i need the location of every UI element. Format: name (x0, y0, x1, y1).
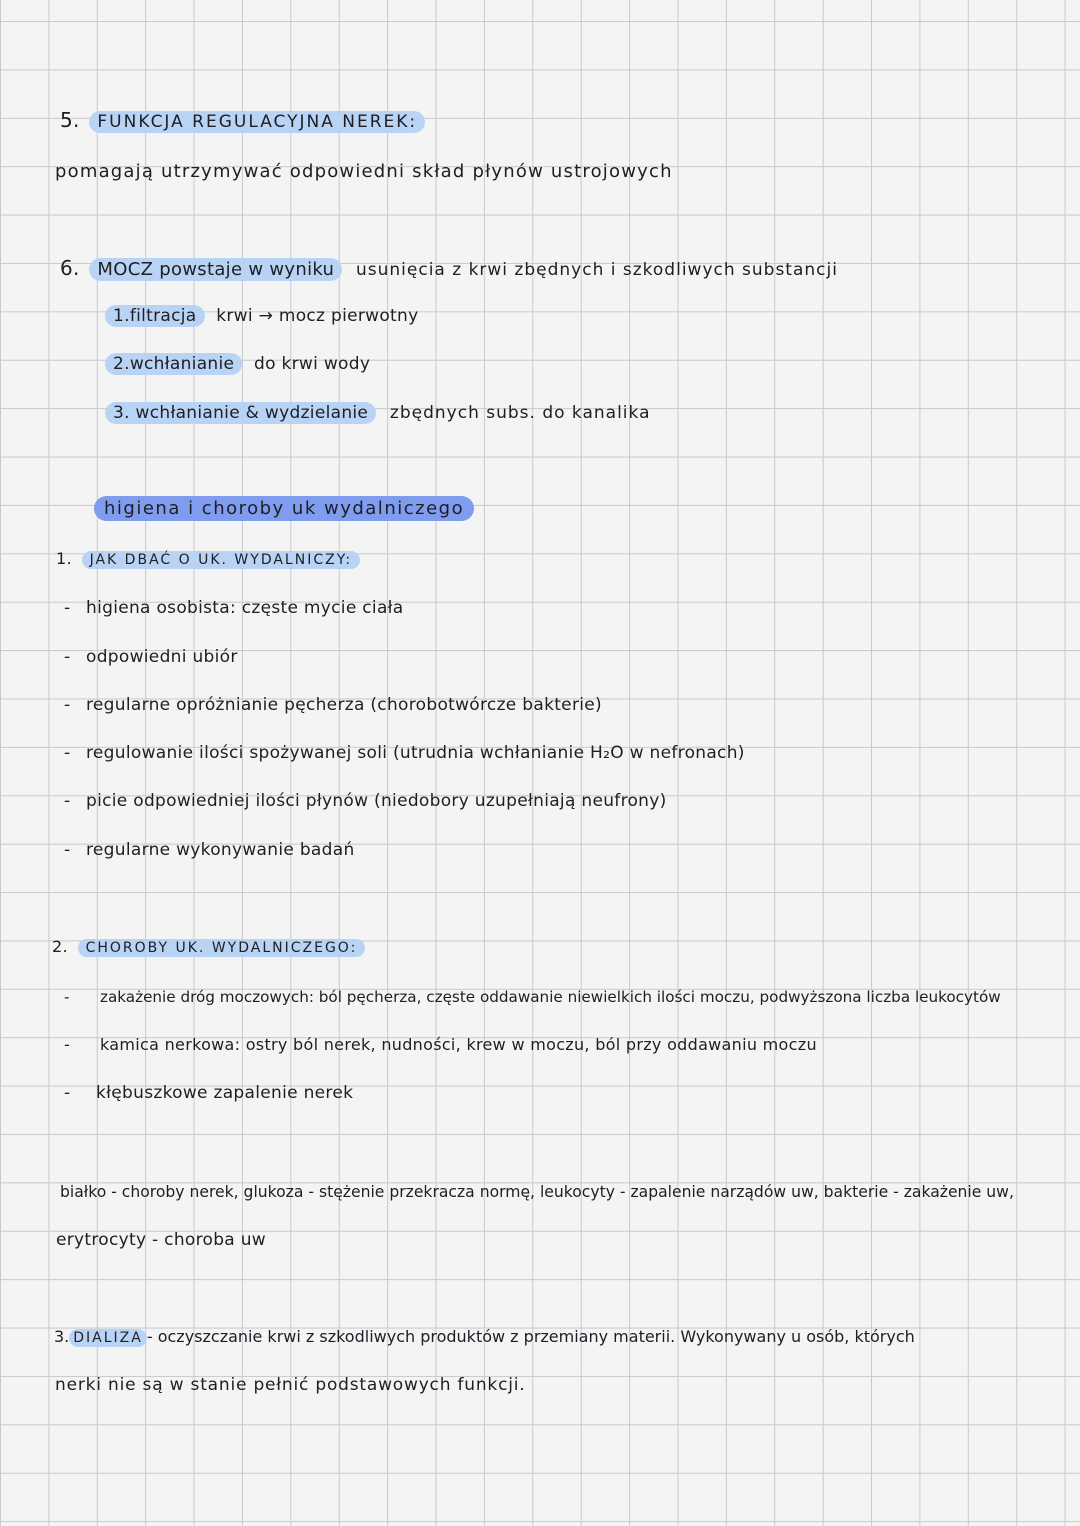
q1-item-text: picie odpowiedniej ilości płynów (niedobory uzupełniają neufrony) (86, 791, 667, 811)
hygiene-title: higiena i choroby uk wydalniczego (94, 496, 474, 521)
q1-item: - picie odpowiedniej ilości płynów (niedobory uzupełniają neufrony) (64, 791, 667, 811)
section6-heading-line (60, 256, 838, 282)
q1-item-text: regulowanie ilości spożywanej soli (utrudnia wchłanianie H₂O w nefronach) (86, 743, 745, 763)
step-1-text: krwi → mocz pierwotny (216, 306, 419, 326)
step-1-label: 1.filtracja (105, 305, 205, 327)
q2-number: 2. (52, 937, 68, 956)
q2-item: - zakażenie dróg moczowych: ból pęcherza, częste oddawanie niewielkich ilości moczu, podwyższona liczba leukocytów (64, 988, 1001, 1006)
hygiene-title-line (94, 497, 474, 521)
step-3-label: 3. wchłanianie & wydzielanie (105, 402, 376, 424)
q1-item-text: regularne opróżnianie pęcherza (chorobotwórcze bakterie) (86, 695, 602, 715)
q2-item-text: zakażenie dróg moczowych: ból pęcherza, częste oddawanie niewielkich ilości moczu, podwyższona liczba leukocytów (100, 988, 1001, 1006)
q2-item-text: kłębuszkowe zapalenie nerek (96, 1083, 354, 1103)
section5-heading: FUNKCJA REGULACYJNA NEREK: (89, 111, 425, 133)
section5-heading-line (60, 108, 425, 134)
section5-number: 5. (60, 108, 80, 132)
q1-number: 1. (56, 549, 72, 568)
q2-heading: CHOROBY UK. WYDALNICZEGO: (78, 939, 366, 957)
section6-text: usunięcia z krwi zbędnych i szkodliwych substancji (355, 260, 838, 280)
step-2-text: do krwi wody (253, 354, 371, 374)
q3-line-1 (54, 1325, 915, 1350)
q1-item: - regularne opróżnianie pęcherza (chorobotwórcze bakterie) (64, 695, 602, 715)
section6-step-1 (105, 304, 418, 328)
section6-heading: MOCZ powstaje w wyniku (89, 258, 342, 281)
q1-item-text: higiena osobista: częste mycie ciała (86, 598, 404, 618)
q1-item: - regularne wykonywanie badań (64, 840, 355, 860)
notes-line-2: erytrocyty - choroba uw (56, 1230, 266, 1250)
step-2-label: 2.wchłanianie (105, 353, 242, 375)
section5-text: pomagają utrzymywać odpowiedni skład płynów ustrojowych (55, 161, 673, 182)
q1-item: - regulowanie ilości spożywanej soli (utrudnia wchłanianie H₂O w nefronach) (64, 743, 745, 763)
q1-item: - odpowiedni ubiór (64, 647, 238, 667)
q3-number: 3. (54, 1327, 70, 1346)
q1-item-text: regularne wykonywanie badań (86, 840, 355, 860)
q3-line-2: nerki nie są w stanie pełnić podstawowych funkcji. (55, 1375, 526, 1395)
step-3-text: zbędnych subs. do kanalika (389, 403, 651, 423)
section6-number: 6. (60, 256, 80, 280)
q1-heading: JAK DBAĆ O UK. WYDALNICZY: (82, 551, 361, 569)
section6-step-3 (105, 401, 651, 425)
q2-item: - kamica nerkowa: ostry ból nerek, nudności, krew w moczu, ból przy oddawaniu moczu (64, 1035, 817, 1054)
q1-item: - higiena osobista: częste mycie ciała (64, 598, 404, 618)
q2-item-text: kamica nerkowa: ostry ból nerek, nudności, krew w moczu, ból przy oddawaniu moczu (100, 1035, 817, 1054)
q2-item: - kłębuszkowe zapalenie nerek (64, 1083, 354, 1103)
section6-step-2 (105, 352, 370, 376)
q3-line-1-text: - oczyszczanie krwi z szkodliwych produktów z przemiany materii. Wykonywany u osób, których (146, 1327, 915, 1346)
notes-line-1: białko - choroby nerek, glukoza - stężenie przekracza normę, leukocyty - zapalenie narządów uw, bakterie - zakażenie uw, (60, 1183, 1014, 1201)
q2-heading-line (52, 935, 365, 960)
q3-heading: DIALIZA (69, 1329, 147, 1347)
q1-heading-line (56, 547, 360, 572)
q1-item-text: odpowiedni ubiór (86, 647, 238, 667)
